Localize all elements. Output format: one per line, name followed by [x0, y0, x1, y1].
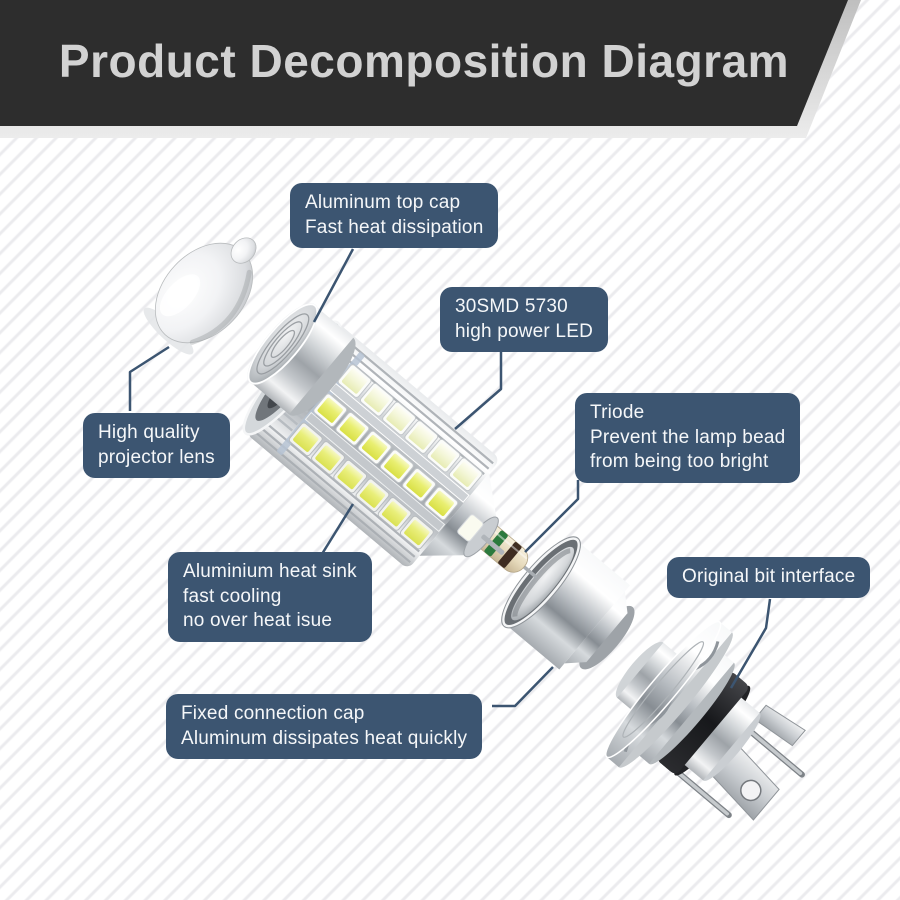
page-title: Product Decomposition Diagram [58, 35, 790, 87]
callout-connection-cap [166, 694, 482, 759]
callout-line: Fast heat dissipation [305, 216, 484, 238]
callout-triode [575, 393, 800, 483]
leader-heat-sink [322, 504, 353, 554]
callout-heat-sink [168, 552, 372, 642]
callout-line: Original bit interface [682, 566, 856, 587]
callout-line: projector lens [98, 446, 215, 468]
callout-bit-interface [667, 557, 870, 598]
callout-top-cap [290, 183, 498, 248]
leader-bit-interface [731, 599, 770, 688]
callout-line: Aluminium heat sink [183, 561, 357, 582]
callout-led [440, 287, 608, 352]
callout-line: High quality [98, 422, 200, 443]
callout-line: Triode [590, 402, 645, 423]
callout-line: Fixed connection cap [181, 703, 365, 724]
leader-top-cap [314, 249, 353, 322]
callout-line: Aluminum top cap [305, 192, 461, 213]
callout-lens [83, 413, 230, 478]
callout-line: from being too bright [590, 451, 769, 472]
callout-line: Aluminum dissipates heat quickly [181, 727, 468, 749]
projector-lens-part [133, 213, 282, 365]
callout-line: Prevent the lamp bead [590, 426, 786, 448]
callout-line: fast cooling [183, 585, 282, 607]
leader-lens [130, 347, 169, 411]
callout-line: no over heat isue [183, 610, 333, 631]
leader-connection-cap [492, 667, 553, 706]
callout-line: high power LED [455, 320, 593, 342]
leader-led [455, 352, 501, 429]
callout-line: 30SMD 5730 [455, 296, 568, 317]
